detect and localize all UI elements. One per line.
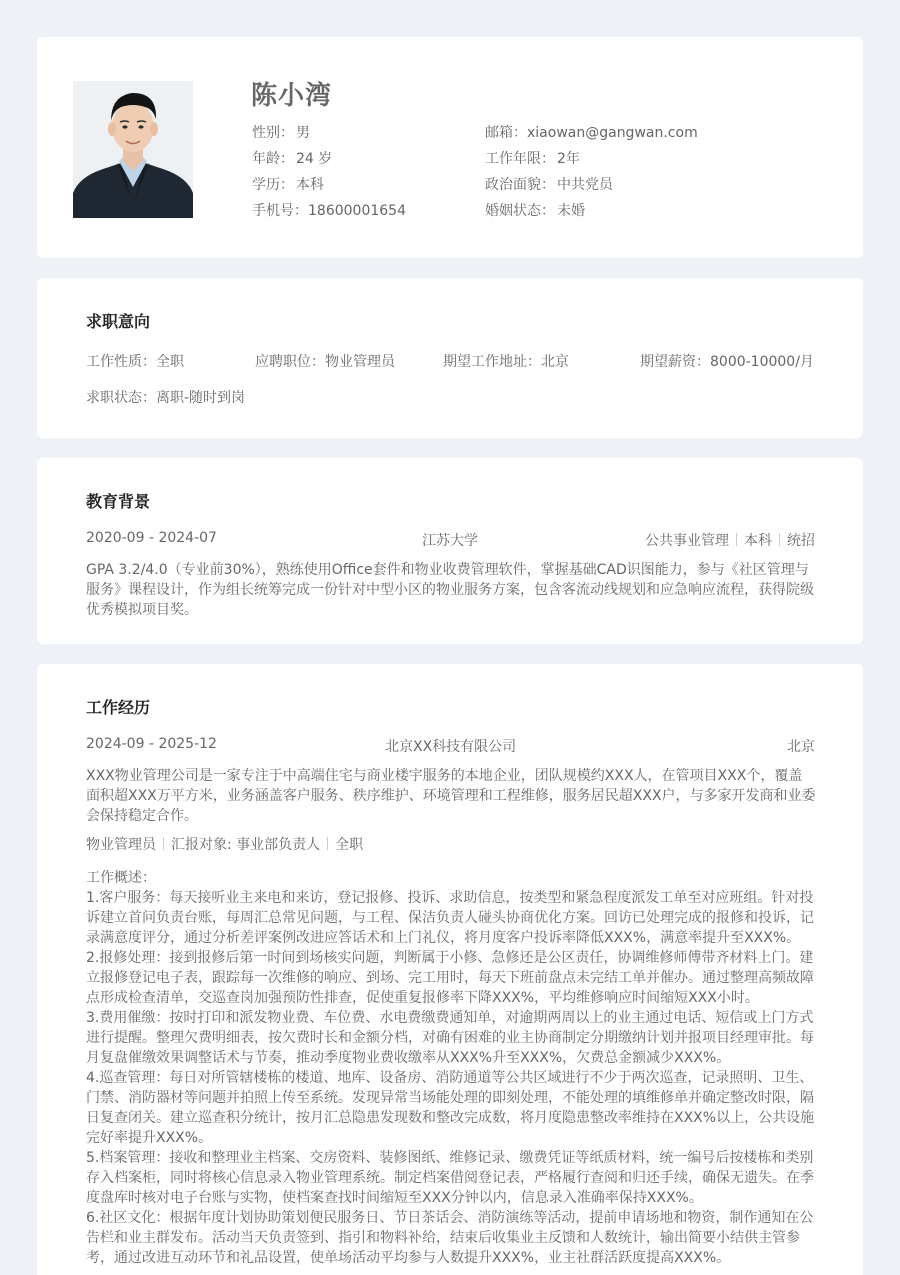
email-row: [485, 122, 698, 142]
divider: [736, 533, 737, 546]
years-label: 工作年限：: [485, 151, 555, 167]
position-row: [255, 351, 395, 371]
age-label: 年龄：: [252, 151, 294, 167]
age-value: 24 岁: [296, 151, 333, 167]
duty-item: 4.巡查管理：每日对所管辖楼栋的楼道、地库、设备房、消防通道等公共区域进行不少于两次巡查，记录照明、卫生、门禁、消防器材等问题并拍照上传至系统。发现异常当场能处理的即刻处理，不能处理的填维修单并确定整改时限，隔日复查闭关。建立巡查积分统计，按月汇总隐患发现数和整改完成数，将月度隐患整改率维持在XXX%以上，公共设施完好率提升XXX%。: [86, 1070, 815, 1146]
duty-item: 5.档案管理：接收和整理业主档案、交房资料、装修图纸、维修记录、缴费凭证等纸质材料，统一编号后按楼栋和类别存入档案柜，同时将核心信息录入物业管理系统。制定档案借阅登记表，严格履行查阅和归还手续，确保无遗失。在季度盘库时核对电子台账与实物，使档案查找时间缩短至XXX分钟以内，信息录入准确率保持XXX%。: [86, 1150, 814, 1206]
job-status-row: [86, 387, 245, 407]
profile-photo: [73, 81, 193, 218]
age-row: [252, 148, 332, 168]
job-type-row: [86, 351, 184, 371]
role-meta: [86, 834, 363, 854]
marital-value: 未婚: [557, 203, 585, 219]
marital-row: [485, 200, 585, 220]
years-value: 2年: [557, 151, 580, 167]
employment-type: 全职: [335, 837, 364, 853]
years-row: [485, 148, 580, 168]
phone-row: [252, 200, 406, 220]
location-row: [443, 351, 569, 371]
work-duties: [86, 868, 816, 1268]
section-title-education: 教育背景: [86, 492, 151, 511]
salary-row: [640, 351, 814, 371]
education-meta: [645, 530, 815, 550]
work-period: 2024-09 - 2025-12: [86, 736, 217, 752]
degree: 本科: [744, 533, 772, 549]
duty-item: 6.社区文化：根据年度计划协助策划便民服务日、节日茶话会、消防演练等活动，提前申请场地和物资，制作通知在公告栏和业主群发布。活动当天负责签到、指引和物料补给，结束后收集业主反馈和人数统计，输出简要小结供主管参考，通过改进互动环节和礼品设置，使单场活动平均参与人数提升XXX%，业主社群活跃度提高XXX%。: [86, 1210, 814, 1266]
education-row: [252, 174, 324, 194]
job-status-label: 求职状态：: [86, 390, 156, 406]
study-mode: 统招: [787, 533, 815, 549]
job-status-value: 离职-随时到岗: [156, 390, 246, 406]
divider: [779, 533, 780, 546]
education-description: GPA 3.2/4.0（专业前30%），熟练使用Office套件和物业收费管理软件，掌握基础CAD识图能力，参与《社区管理与服务》课程设计，作为组长统筹完成一份针对中型小区的物业服务方案，包含客流动线规划和应急响应流程，获得院级优秀模拟项目奖。: [86, 562, 814, 618]
politics-label: 政治面貌：: [485, 177, 555, 193]
education-period: 2020-09 - 2024-07: [86, 530, 217, 546]
gender-value: 男: [296, 125, 310, 141]
location-value: 北京: [541, 354, 569, 370]
duty-item: 1.客户服务：每天接听业主来电和来访，登记报修、投诉、求助信息，按类型和紧急程度派发工单至对应班组。针对投诉建立首问负责台账，每周汇总常见问题，与工程、保洁负责人碰头协商优化方案。回访已处理完成的报修和投诉，记录满意度评分，通过分析差评案例改进应答话术和上门礼仪，将月度客户投诉率降低XXX%，满意率提升至XXX%。: [86, 890, 814, 946]
politics-value: 中共党员: [557, 177, 613, 193]
job-type-value: 全职: [156, 354, 184, 370]
work-city: 北京: [787, 739, 815, 755]
candidate-name: 陈小湾: [251, 81, 333, 111]
education-value: 本科: [296, 177, 324, 193]
salary-value: 8000-10000/月: [710, 354, 814, 370]
phone-label: 手机号：: [252, 203, 308, 219]
divider: [163, 837, 164, 850]
report-to: 汇报对象: 事业部负责人: [171, 837, 321, 853]
person-avatar-icon: [73, 81, 193, 218]
education-label: 学历：: [252, 177, 294, 193]
section-title-work: 工作经历: [86, 698, 151, 717]
education-card: [37, 458, 863, 644]
work-experience-card: [37, 664, 863, 1275]
profile-card: [37, 37, 863, 258]
company-name: 北京XX科技有限公司: [385, 739, 517, 755]
major: 公共事业管理: [645, 533, 729, 549]
divider: [327, 837, 328, 850]
gender-label: 性别：: [252, 125, 294, 141]
email-label: 邮箱：: [485, 125, 527, 141]
duty-item: 3.费用催缴：按时打印和派发物业费、车位费、水电费缴费通知单，对逾期两周以上的业主通过电话、短信或上门方式进行提醒。整理欠费明细表，按欠费时长和金额分档，对确有困难的业主协商制定分期缴纳计划并报项目经理审批。每月复盘催缴效果调整话术与节奏，推动季度物业费收缴率从XXX%升至XXX%，欠费总金额减少XXX%。: [86, 1010, 814, 1066]
phone-value: 18600001654: [308, 203, 406, 219]
company-description: XXX物业管理公司是一家专注于中高端住宅与商业楼宇服务的本地企业，团队规模约XXX人，在管项目XXX个，覆盖面积超XXX万平方米，业务涵盖客户服务、秩序维护、环境管理和工程维修，服务居民超XXX户，与多家开发商和业委会保持稳定合作。: [86, 768, 816, 824]
job-type-label: 工作性质：: [86, 354, 156, 370]
school-name: 江苏大学: [422, 533, 478, 549]
role-title: 物业管理员: [86, 837, 156, 853]
work-overview-label: 工作概述：: [86, 870, 156, 886]
location-label: 期望工作地址：: [443, 354, 541, 370]
section-title-intent: 求职意向: [86, 312, 151, 331]
job-intent-card: [37, 278, 863, 438]
marital-label: 婚姻状态：: [485, 203, 555, 219]
gender-row: [252, 122, 310, 142]
position-label: 应聘职位：: [255, 354, 325, 370]
politics-row: [485, 174, 613, 194]
salary-label: 期望薪资：: [640, 354, 710, 370]
email-value: xiaowan@gangwan.com: [527, 125, 698, 141]
duty-item: 2.报修处理：接到报修后第一时间到场核实问题，判断属于小修、急修还是公区责任，协调维修师傅带齐材料上门。建立报修登记电子表，跟踪每一次维修的响应、到场、完工用时，每天下班前盘点未完结工单并催办。通过整理高频故障点形成检查清单，交巡查岗加强预防性排查，促使重复报修率下降XXX%，平均维修响应时间缩短XXX小时。: [86, 950, 814, 1006]
position-value: 物业管理员: [325, 354, 395, 370]
